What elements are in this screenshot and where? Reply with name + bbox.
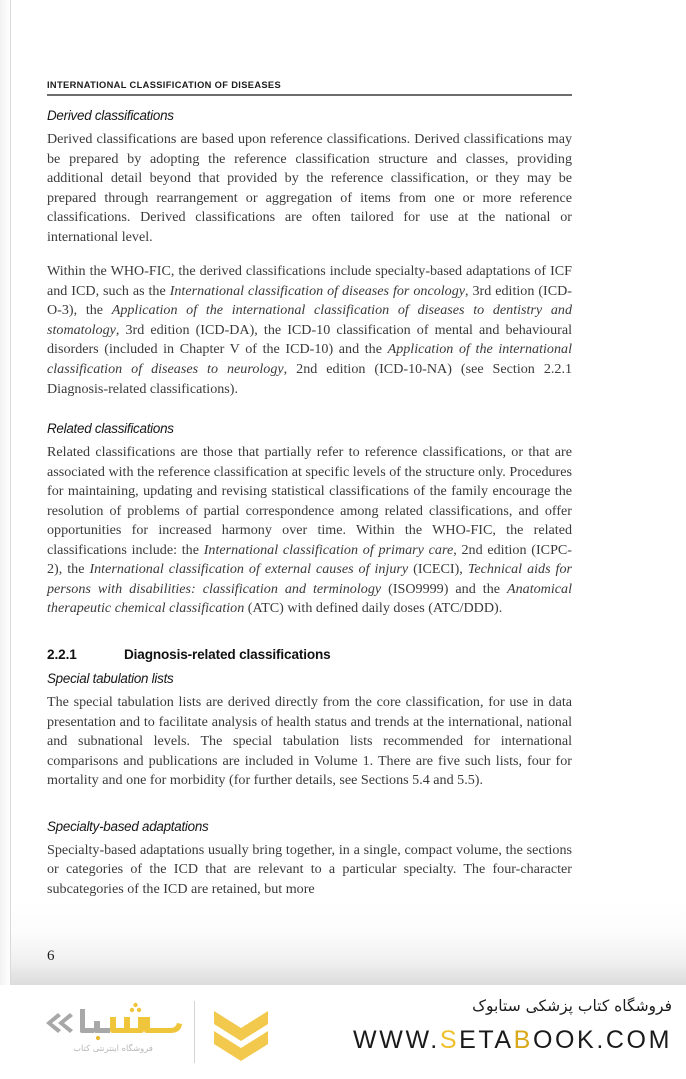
url-part-www: WWW. xyxy=(353,1026,440,1054)
text-run: (ISO9999) and the xyxy=(381,580,508,597)
title-icpc-2: International classification of primary care xyxy=(203,541,454,558)
text-run: Within the WHO-FIC, the derived classifications include specialty-based adaptations of ICF and ICD, such as the xyxy=(47,263,572,299)
url-part-eta: ETA xyxy=(459,1026,514,1054)
brand-tagline: فروشگاه کتاب پزشکی ستابوک xyxy=(472,997,672,1015)
heading-special-tabulation-lists: Special tabulation lists xyxy=(47,671,174,687)
double-chevron-down-icon xyxy=(212,1005,270,1063)
paragraph-derived-1: Derived classifications are based upon reference classifications. Derived classifications may be prepared by adopting the reference classification structure and classes, providing additional detail beyond that provided by the reference classification, or they may be prepared through rearrangement or aggregation of items from one or more reference classifications. Derived classifications are often tailored for use at the national or international level. xyxy=(47,131,572,245)
title-icd-o: International classification of diseases for oncology xyxy=(169,282,466,299)
text-run: (ATC) with defined daily doses (ATC/DDD). xyxy=(244,600,503,617)
title-iso9999: Technical aids for persons with disabilities: classification and terminology xyxy=(47,561,572,597)
title-icd-10-na: Application of the international classification of diseases to neurology xyxy=(47,341,572,378)
header-rule xyxy=(47,94,572,96)
section-title: Diagnosis-related classifications xyxy=(124,647,331,663)
url-letter-b: B xyxy=(513,1026,533,1054)
paragraph-specialty-based: Specialty-based adaptations usually bring together, in a single, compact volume, the sections or categories of the ICD that are relevant to a particular specialty. The four-character subcategories of the ICD are retained, but more xyxy=(47,841,572,897)
setabook-wordmark-icon xyxy=(36,997,188,1043)
url-part-ook-com: OOK.COM xyxy=(532,1026,672,1054)
body-flow xyxy=(47,108,572,914)
brand-url[interactable] xyxy=(312,1023,672,1057)
heading-related-classifications: Related classifications xyxy=(47,421,174,437)
heading-derived-classifications: Derived classifications xyxy=(47,108,174,123)
heading-specialty-based-adaptations: Specialty-based adaptations xyxy=(47,818,209,834)
text-run: , 3rd edition (ICD-O-3), the xyxy=(47,282,572,319)
page-left-edge-shadow xyxy=(0,0,11,985)
logo-caption: فروشگاه اینترنتی کتاب xyxy=(73,1043,153,1053)
spacer xyxy=(47,414,572,421)
setabook-logo[interactable] xyxy=(36,993,266,1073)
title-icd-da: Application of the international classification of diseases to dentistry and stomatology xyxy=(47,302,572,338)
text-run: (ICECI), xyxy=(408,561,468,578)
title-atc: Anatomical therapeutic chemical classification xyxy=(47,580,572,617)
paragraph-special-tabulation: The special tabulation lists are derived directly from the core classification, for use in data presentation and to facilitate analysis of health status and trends at the international, national and subnational levels. The special tabulation lists recommended for international comparisons and publications are included in Volume 1. There are five such lists, four for mortality and one for morbidity (for further details, see Sections 5.4 and 5.5). xyxy=(47,694,572,789)
paragraph-derived-2 xyxy=(47,262,572,399)
running-head: INTERNATIONAL CLASSIFICATION OF DISEASES xyxy=(47,80,282,90)
heading-section-2-2-1 xyxy=(47,647,572,662)
logo-divider xyxy=(194,1001,195,1063)
spacer xyxy=(47,634,572,647)
section-number: 2.2.1 xyxy=(47,647,77,663)
url-letter-s: S xyxy=(439,1026,460,1054)
footer-brand-band xyxy=(0,985,686,1079)
text-run: , 3rd edition (ICD-DA), the ICD-10 classification of mental and behavioural disorders (included in Chapter V of the ICD-10) and the xyxy=(47,321,572,358)
paragraph-related xyxy=(47,443,572,619)
text-run: , 2nd edition (ICPC-2), the xyxy=(47,541,572,578)
page-number: 6 xyxy=(47,948,55,964)
title-iceci: International classification of external causes of injury xyxy=(89,561,409,578)
brand-text-block xyxy=(312,991,672,1057)
text-run: , 2nd edition (ICD-10-NA) (see Section 2.2.1 Diagnosis-related classifications). xyxy=(47,361,573,397)
text-run: Related classifications are those that partially refer to reference classifications, or that are associated with the reference classification at specific levels of the structure only. Procedures for maintaining, updating and revising statistical classifications of the family encourage the resolution of problems of partial correspondence among related classifications, and offer opportunities for increased harmony over time. Within the WHO-FIC, the related classifications include: the xyxy=(47,444,572,558)
spacer xyxy=(47,806,572,819)
